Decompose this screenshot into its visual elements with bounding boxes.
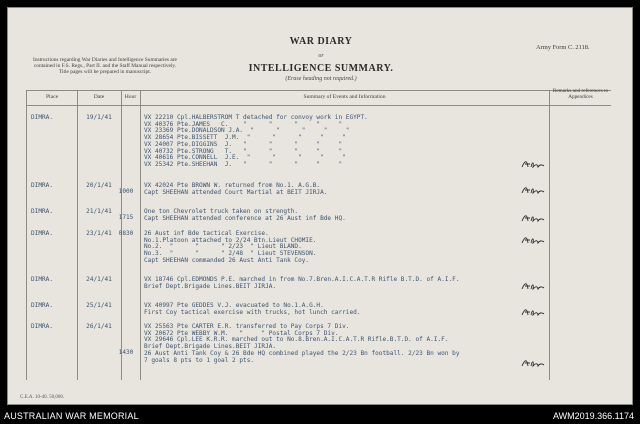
form-title: WAR DIARY [289, 36, 353, 47]
initials-signature [520, 185, 546, 195]
entry-hour: 1000 [118, 188, 134, 195]
entry-place: DIMRA. [31, 114, 54, 121]
entry-hour: 0830 [118, 230, 134, 237]
printer-mark: C.E.A. 10-40. 50,000. [20, 395, 65, 400]
instructions-note: Instructions regarding War Diaries and Intelligence Summaries are contained in F.S. Regs., Part II. and the Staff Manual respectively. Title pages will be prepared in manuscript. [33, 57, 177, 76]
entry-summary: VX 25563 Pte CARTER E.R. transferred to Pay Corps 7 Div. VX 20672 Pte WEBBY W.M. " " Postal Corps 7 Div. VX 29646 Cpl.LEE K.R.R. marched out to No.8.Bren.A.I.C.A.T.R Rifle.B.T.D. of A.I.F. Brief Dept.Brigade Lines.BEIT JIRJA. 26 Aust Anti Tank Coy & 26 Bde HQ combined played the 2/23 Bn football. 2/23 Bn won by 7 goals 8 pts to 1 goal 2 pts. [144, 323, 460, 364]
entry-date: 26/1/41 [86, 323, 112, 330]
col-hour-header: Hour [124, 94, 137, 100]
col-summary-header: Summary of Events and Information [303, 94, 386, 100]
entry-hour: 1715 [118, 214, 134, 221]
diary-page [7, 7, 633, 405]
entry-summary: One ton Chevrolet truck taken on strength. Capt SHEEHAN attended conference at 26 Aust inf Bde HQ. [144, 208, 346, 222]
footer-accession-number: AWM2019.366.1174 [552, 411, 634, 421]
entry-summary: VX 18746 Cpl.EDMONDS P.E. marched in from No.7.Bren.A.I.C.A.T.R Rifle B.T.D. of A.I.F. Brief Dept.Brigade Lines.BEIT JIRJA. [144, 276, 460, 290]
diary-table [26, 90, 611, 380]
entry-date: 23/1/41 [86, 230, 112, 237]
initials-signature [520, 235, 546, 245]
erase-note: (Erase heading not required.) [285, 76, 357, 82]
entry-place: DIMRA. [31, 208, 54, 215]
col-date-header: Date [93, 94, 105, 100]
entry-date: 20/1/41 [86, 182, 112, 189]
initials-signature [520, 213, 546, 223]
initials-signature [520, 159, 546, 169]
col-place-header: Place [45, 94, 59, 100]
col-remarks-header: Remarks and references to Appendices [552, 88, 609, 100]
form-or: or [318, 53, 324, 59]
entry-summary: VX 42024 Pte BROWN W. returned from No.1. A.G.B. Capt SHEEHAN attended Court Martial at BEIT JIRJA. [144, 182, 328, 196]
entry-hour: 1430 [118, 349, 134, 356]
form-number: Army Form C. 2118. [536, 44, 590, 51]
entry-summary: VX 22210 Cpl.HALBERSTROM T detached for convoy work in EGYPT. VX 40376 Pte.JAMES C. " " " " " VX 23369 Pte.DONALDSON J.A. " " " " " VX 28654 Pte.BISSETT J.M. " " " " " VX 24007 Pte.DIGGINS J. " " " " " VX 40732 Pte.STRONG T. " " " " " VX 40616 Pte.CONNELL J.E. " " " " " VX 25342 Pte.SHEEHAN J. " " " " " [144, 114, 368, 168]
initials-signature [520, 307, 546, 317]
form-subtitle: INTELLIGENCE SUMMARY. [248, 63, 394, 74]
entry-date: 24/1/41 [86, 276, 112, 283]
entry-date: 21/1/41 [86, 208, 112, 215]
entry-place: DIMRA. [31, 276, 54, 283]
footer-credit: AUSTRALIAN WAR MEMORIAL [4, 411, 139, 421]
initials-signature [520, 358, 546, 368]
entry-place: DIMRA. [31, 230, 54, 237]
initials-signature [520, 281, 546, 291]
entry-summary: VX 40997 Pte GEDDES V.J. evacuated to No.1.A.G.H. First Coy tactical exercise with trucks, hot lunch carried. [144, 302, 361, 316]
entry-date: 25/1/41 [86, 302, 112, 309]
entry-place: DIMRA. [31, 182, 54, 189]
entry-date: 19/1/41 [86, 114, 112, 121]
entry-summary: 26 Aust inf Bde tactical Exercise. No.1.Platoon attached to 2/24 Btn.Lieut CHOMIE. No.2. " " " 2/23 " Lieut BLAND. No.3. " " " 2/48 " Lieut STEVENSON. Capt SHEEHAN commanded 26 Aust Anti Tank Coy. [144, 230, 317, 264]
entry-place: DIMRA. [31, 302, 54, 309]
entry-place: DIMRA. [31, 323, 54, 330]
